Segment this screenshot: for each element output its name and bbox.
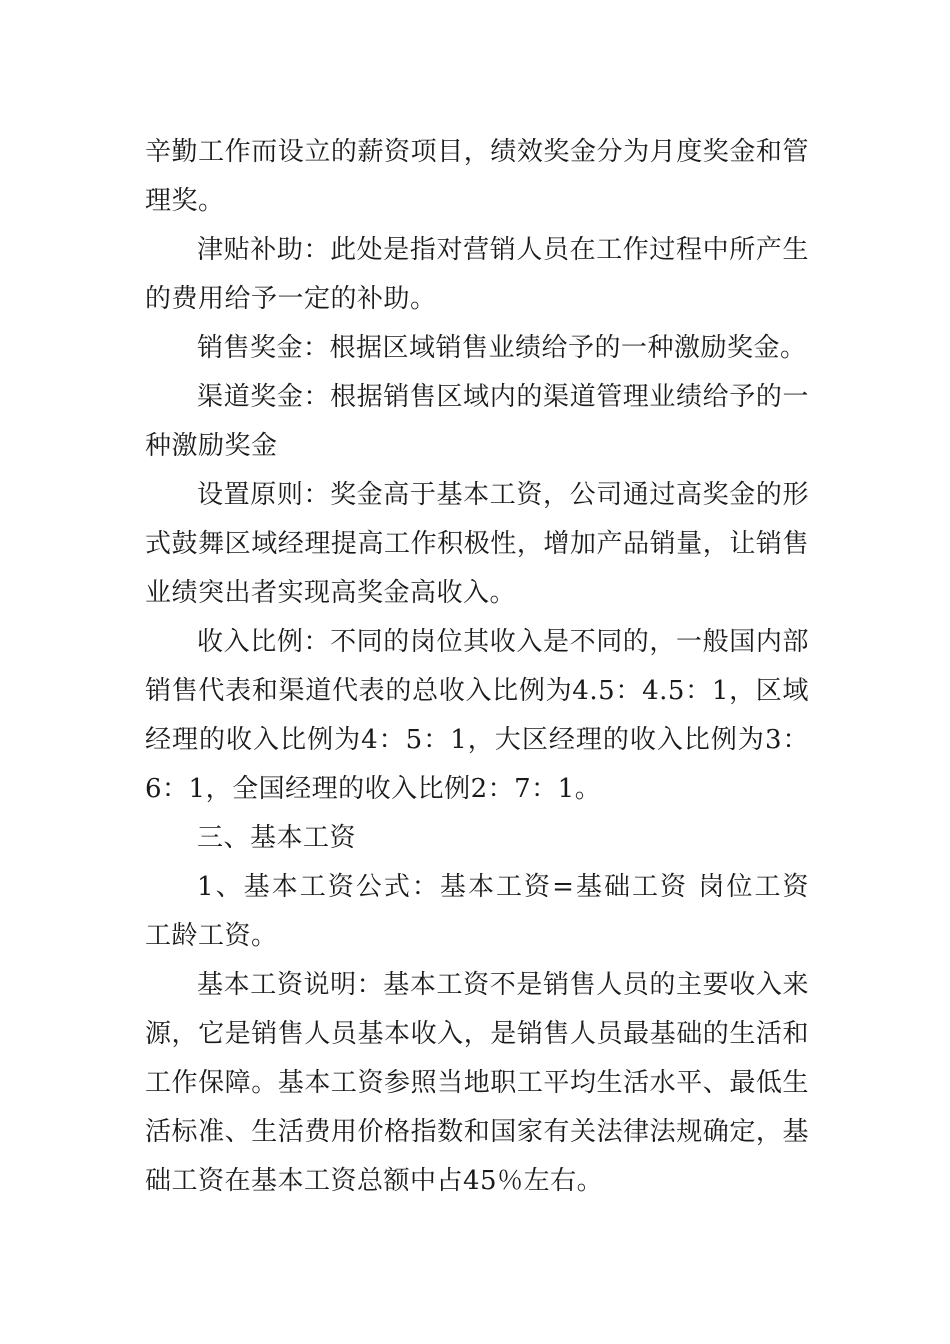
- section-heading-basic-salary: 三、基本工资: [197, 823, 357, 853]
- paragraph-allowance: 津贴补助：此处是指对营销人员在工作过程中所产生的费用给予一定的补助。: [145, 235, 809, 314]
- paragraph-sales-bonus: 销售奖金：根据区域销售业绩给予的一种激励奖金。: [197, 333, 807, 363]
- paragraph-setting-principle: 设置原则：奖金高于基本工资，公司通过高奖金的形式鼓舞区域经理提高工作积极性，增加产品销量，让销售业绩突出者实现高奖金高收入。: [145, 480, 809, 608]
- paragraph-channel-bonus: 渠道奖金：根据销售区域内的渠道管理业绩给予的一种激励奖金: [145, 382, 809, 461]
- paragraph-basic-salary-formula: 1、基本工资公式：基本工资=基础工资 岗位工资 工龄工资。: [145, 872, 809, 951]
- paragraph-income-ratio: 收入比例：不同的岗位其收入是不同的，一般国内部销售代表和渠道代表的总收入比例为4.5：4.5：1，区域经理的收入比例为4：5：1，大区经理的收入比例为3：6：1，全国经理的收入比例2：7：1。: [145, 627, 809, 804]
- document-page: [145, 128, 809, 1206]
- paragraph-basic-salary-explanation: 基本工资说明：基本工资不是销售人员的主要收入来源，它是销售人员基本收入，是销售人员最基础的生活和工作保障。基本工资参照当地职工平均生活水平、最低生活标准、生活费用价格指数和国家有关法律法规确定，基础工资在基本工资总额中占45％左右。: [145, 970, 809, 1196]
- paragraph-continuation: 辛勤工作而设立的薪资项目，绩效奖金分为月度奖金和管理奖。: [145, 137, 809, 216]
